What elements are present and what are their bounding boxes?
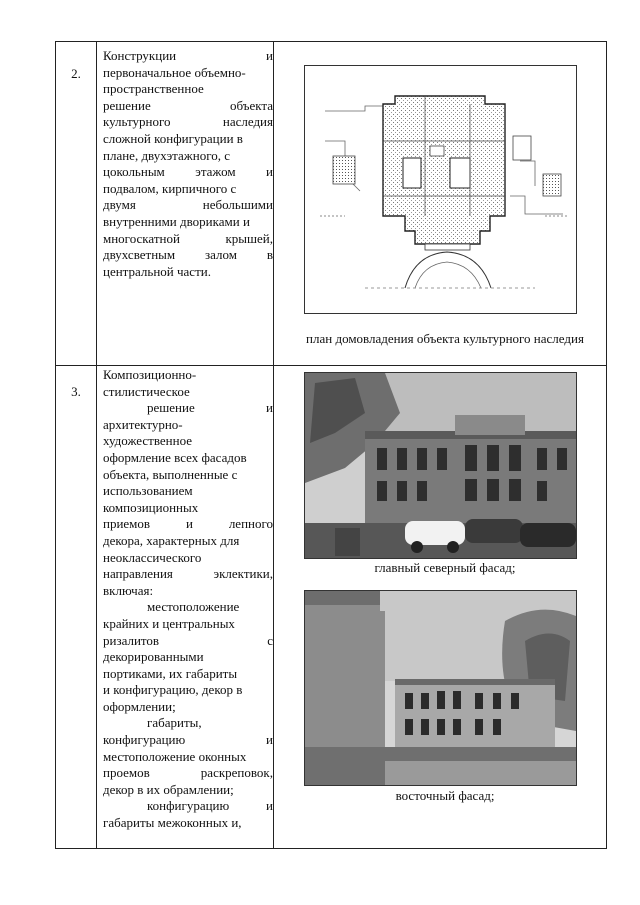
description-line: габариты межоконных и, (103, 815, 242, 831)
description-line: двумя небольшими (103, 197, 273, 213)
site-plan-image (304, 65, 577, 314)
description-line: архитектурно- (103, 416, 183, 432)
description-line: культурного наследия (103, 114, 273, 130)
description-line: и конфигурацию, декор в (103, 682, 243, 698)
north-facade-caption: главный северный фасад; (374, 560, 516, 575)
column-divider (273, 42, 274, 848)
description-line: конфигурацию и (147, 798, 273, 814)
description-line: решение и (147, 400, 273, 416)
row-description (103, 48, 273, 280)
description-line: декор в их обрамлении; (103, 781, 234, 797)
row-number: 3. (71, 384, 81, 399)
description-line: объекта, выполненные с (103, 466, 238, 482)
description-line: направления эклектики, (103, 566, 273, 582)
row-number: 2. (71, 66, 81, 81)
description-line: центральной части. (103, 263, 211, 279)
description-line: декора, характерных для (103, 532, 240, 548)
description-line: Конструкции и (103, 48, 273, 63)
description-line: пространственное (103, 81, 204, 97)
description-line: местоположение (147, 599, 240, 615)
site-plan-caption: план домовладения объекта культурного наследия (306, 331, 584, 346)
description-line: проемов раскреповок, (103, 765, 273, 781)
description-line: двухсветным залом в (103, 247, 273, 263)
description-line: Композиционно- (103, 367, 197, 382)
description-line: ризалитов с (103, 632, 273, 648)
heritage-table (55, 41, 607, 849)
description-line: решение объекта (103, 97, 273, 113)
description-line: оформлении; (103, 698, 176, 714)
description-line: приемов и лепного (103, 516, 273, 532)
description-line: подвалом, кирпичного с (103, 180, 237, 196)
description-line: первоначальное объемно- (103, 64, 246, 80)
column-divider (96, 42, 97, 848)
description-line: использованием (103, 483, 193, 499)
description-line: габариты, (147, 715, 202, 731)
description-line: оформление всех фасадов (103, 449, 247, 465)
row-description (103, 367, 273, 832)
description-line: портиками, их габариты (103, 665, 238, 681)
description-line: внутренними двориками и (103, 213, 250, 229)
description-line: стилистическое (103, 383, 190, 399)
east-facade-caption: восточный фасад; (395, 788, 495, 803)
description-line: сложной конфигурации в (103, 130, 243, 146)
north-facade-photo (304, 372, 577, 559)
east-facade-photo (304, 590, 577, 786)
description-line: местоположение оконных (103, 748, 247, 764)
description-line: включая: (103, 582, 154, 598)
description-line: крайних и центральных (103, 615, 235, 631)
description-line: декорированными (103, 649, 204, 665)
description-line: многоскатной крышей, (103, 230, 273, 246)
row-divider (56, 365, 606, 366)
description-line: композиционных (103, 499, 199, 515)
description-line: неоклассического (103, 549, 202, 565)
description-line: конфигурацию и (103, 732, 273, 748)
description-line: плане, двухэтажного, с (103, 147, 230, 163)
description-line: художественное (103, 433, 193, 449)
description-line: цокольным этажом и (103, 164, 273, 180)
